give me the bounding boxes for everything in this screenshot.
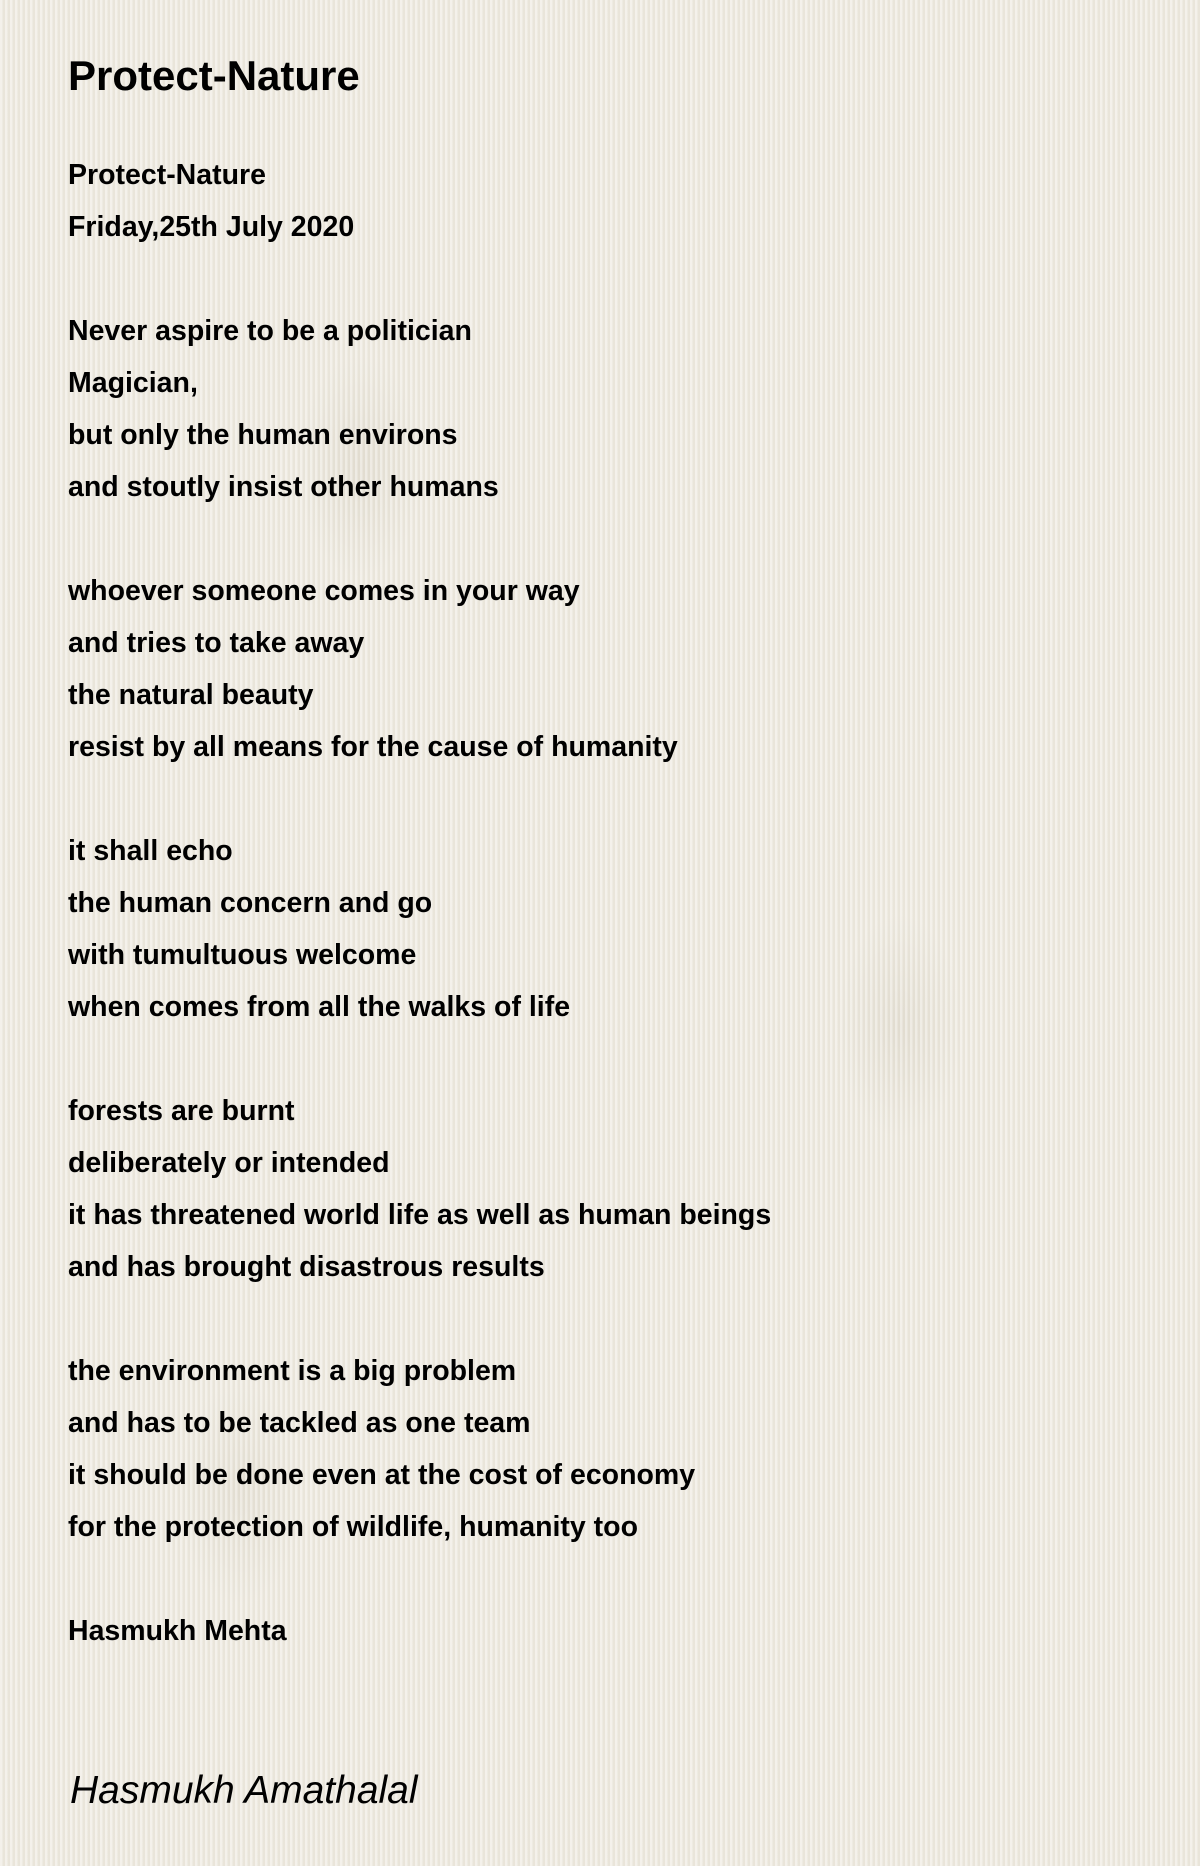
poem-line: whoever someone comes in your way — [68, 575, 580, 607]
poem-line: the natural beauty — [68, 679, 314, 711]
poem-line: with tumultuous welcome — [68, 939, 417, 971]
poem-line: the human concern and go — [68, 887, 433, 919]
poem-line: deliberately or intended — [68, 1147, 390, 1179]
poem-line: Never aspire to be a politician — [68, 315, 472, 347]
poem-line: and has brought disastrous results — [68, 1251, 545, 1283]
poem-line: the environment is a big problem — [68, 1355, 517, 1387]
poem-line: when comes from all the walks of life — [68, 991, 571, 1023]
author-signature: Hasmukh Amathalal — [70, 1769, 418, 1812]
poem-line: but only the human environs — [68, 419, 458, 451]
poem-line: forests are burnt — [68, 1095, 295, 1127]
poem-line: Hasmukh Mehta — [68, 1615, 287, 1647]
poem-line: Friday,25th July 2020 — [68, 211, 355, 243]
stanza-break — [68, 513, 771, 565]
poem-line: Protect-Nature — [68, 159, 266, 191]
poem-line: it should be done even at the cost of economy — [68, 1459, 696, 1491]
poem-line: Magician, — [68, 367, 198, 399]
poem-line: resist by all means for the cause of humanity — [68, 731, 678, 763]
poem-line: it shall echo — [68, 835, 233, 867]
stanza-break — [68, 253, 771, 305]
poem-line: and has to be tackled as one team — [68, 1407, 531, 1439]
poem-title: Protect-Nature — [68, 52, 360, 99]
poem-line: and tries to take away — [68, 627, 365, 659]
poem-line: it has threatened world life as well as human beings — [68, 1199, 772, 1231]
poem-line: for the protection of wildlife, humanity too — [68, 1511, 638, 1543]
stanza-break — [68, 1033, 771, 1085]
stanza-break — [68, 773, 771, 825]
stanza-break — [68, 1293, 771, 1345]
poem-body — [68, 149, 771, 1657]
stanza-break — [68, 1553, 771, 1605]
poem-line: and stoutly insist other humans — [68, 471, 499, 503]
